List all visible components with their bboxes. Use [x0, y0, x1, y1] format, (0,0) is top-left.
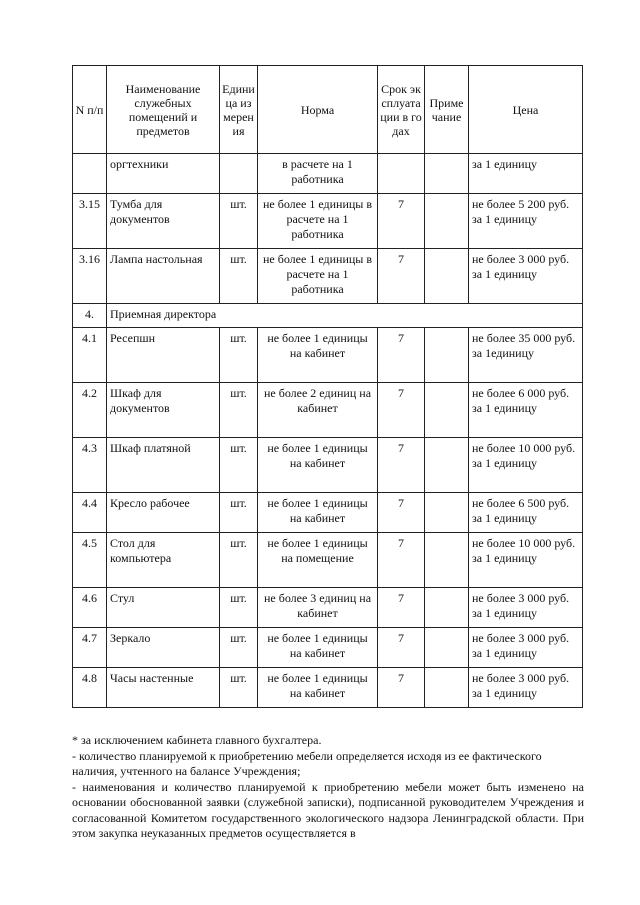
table-row	[73, 194, 583, 249]
item-note	[425, 328, 469, 383]
table-row	[73, 533, 583, 588]
item-term: 7	[378, 438, 425, 493]
section-row	[73, 304, 583, 328]
item-price: не более 3 000 руб. за 1 единицу	[469, 588, 583, 628]
table-row	[73, 588, 583, 628]
item-term: 7	[378, 249, 425, 304]
table-row	[73, 383, 583, 438]
item-note	[425, 249, 469, 304]
item-name: Стул	[107, 588, 220, 628]
item-name: Часы настенные	[107, 668, 220, 708]
item-norm: не более 1 единицы на кабинет	[258, 668, 378, 708]
item-name: Лампа настольная	[107, 249, 220, 304]
item-name: Зеркало	[107, 628, 220, 668]
header-price: Цена	[469, 66, 583, 154]
table-body	[73, 154, 583, 708]
header-name: Наименование служебных помещений и предметов	[107, 66, 220, 154]
item-price: не более 35 000 руб. за 1единицу	[469, 328, 583, 383]
row-num: 4.4	[73, 493, 107, 533]
table-row	[73, 328, 583, 383]
item-note	[425, 194, 469, 249]
item-norm: не более 1 единицы на кабинет	[258, 493, 378, 533]
item-note	[425, 533, 469, 588]
item-unit: шт.	[220, 438, 258, 493]
header-norm: Норма	[258, 66, 378, 154]
item-term	[378, 154, 425, 194]
item-note	[425, 438, 469, 493]
item-name: Шкаф платяной	[107, 438, 220, 493]
item-name: Шкаф для документов	[107, 383, 220, 438]
item-price: не более 10 000 руб. за 1 единицу	[469, 438, 583, 493]
item-price: не более 3 000 руб. за 1 единицу	[469, 249, 583, 304]
item-norm: не более 1 единицы на помещение	[258, 533, 378, 588]
header-note: Примечание	[425, 66, 469, 154]
item-name: Тумба для документов	[107, 194, 220, 249]
row-num: 4.5	[73, 533, 107, 588]
table-row	[73, 493, 583, 533]
row-num: 4.3	[73, 438, 107, 493]
item-norm: не более 1 единицы в расчете на 1 работника	[258, 194, 378, 249]
item-term: 7	[378, 383, 425, 438]
header-num: N п/п	[73, 66, 107, 154]
item-norm: не более 2 единиц на кабинет	[258, 383, 378, 438]
item-term: 7	[378, 328, 425, 383]
row-num: 4.8	[73, 668, 107, 708]
item-unit: шт.	[220, 668, 258, 708]
item-term: 7	[378, 668, 425, 708]
row-num: 3.16	[73, 249, 107, 304]
item-note	[425, 493, 469, 533]
item-price: не более 3 000 руб. за 1 единицу	[469, 628, 583, 668]
table-row	[73, 628, 583, 668]
table-header-row	[73, 66, 583, 154]
section-num: 4.	[73, 304, 107, 328]
row-num: 3.15	[73, 194, 107, 249]
section-title: Приемная директора	[107, 304, 583, 328]
item-term: 7	[378, 588, 425, 628]
item-name: Кресло рабочее	[107, 493, 220, 533]
item-unit: шт.	[220, 383, 258, 438]
item-note	[425, 383, 469, 438]
header-unit: Единица измерения	[220, 66, 258, 154]
item-price: за 1 единицу	[469, 154, 583, 194]
row-num: 4.2	[73, 383, 107, 438]
item-term: 7	[378, 628, 425, 668]
table-row	[73, 668, 583, 708]
item-unit: шт.	[220, 628, 258, 668]
item-norm: не более 1 единицы на кабинет	[258, 438, 378, 493]
item-name: оргтехники	[107, 154, 220, 194]
note-asterisk: * за исключением кабинета главного бухгалтера.	[72, 733, 322, 747]
item-unit	[220, 154, 258, 194]
item-price: не более 3 000 руб. за 1 единицу	[469, 668, 583, 708]
item-norm: не более 1 единицы в расчете на 1 работника	[258, 249, 378, 304]
item-unit: шт.	[220, 249, 258, 304]
item-name: Ресепшн	[107, 328, 220, 383]
header-term: Срок эксплуатации в годах	[378, 66, 425, 154]
row-num: 4.6	[73, 588, 107, 628]
item-unit: шт.	[220, 194, 258, 249]
item-norm: не более 1 единицы на кабинет	[258, 628, 378, 668]
item-term: 7	[378, 493, 425, 533]
item-unit: шт.	[220, 588, 258, 628]
row-num: 4.7	[73, 628, 107, 668]
table-row	[73, 438, 583, 493]
item-price: не более 10 000 руб. за 1 единицу	[469, 533, 583, 588]
item-term: 7	[378, 533, 425, 588]
item-note	[425, 588, 469, 628]
row-num	[73, 154, 107, 194]
item-note	[425, 628, 469, 668]
item-norm: не более 1 единицы на кабинет	[258, 328, 378, 383]
item-unit: шт.	[220, 493, 258, 533]
item-price: не более 5 200 руб. за 1 единицу	[469, 194, 583, 249]
item-price: не более 6 000 руб. за 1 единицу	[469, 383, 583, 438]
item-unit: шт.	[220, 533, 258, 588]
table-row	[73, 249, 583, 304]
item-note	[425, 154, 469, 194]
note-quantity: - количество планируемой к приобретению мебели определяется исходя из ее фактического наличия, учтенного на балансе Учреждения;	[72, 748, 542, 778]
row-num: 4.1	[73, 328, 107, 383]
item-name: Стол для компьютера	[107, 533, 220, 588]
item-norm: не более 3 единиц на кабинет	[258, 588, 378, 628]
item-price: не более 6 500 руб. за 1 единицу	[469, 493, 583, 533]
norms-table	[72, 65, 583, 708]
notes-block	[72, 733, 584, 842]
item-note	[425, 668, 469, 708]
item-unit: шт.	[220, 328, 258, 383]
item-term: 7	[378, 194, 425, 249]
item-norm: в расчете на 1 работника	[258, 154, 378, 194]
table-row	[73, 154, 583, 194]
note-change: - наименования и количество планируемой к приобретению мебели может быть изменено на основании обоснованной заявки (служебной записки), подписанной руководителем Учреждения и согласованной Комитетом государственного экологического надзора Ленинградской области. При этом закупка неуказанных предметов осуществляется в	[72, 779, 584, 840]
